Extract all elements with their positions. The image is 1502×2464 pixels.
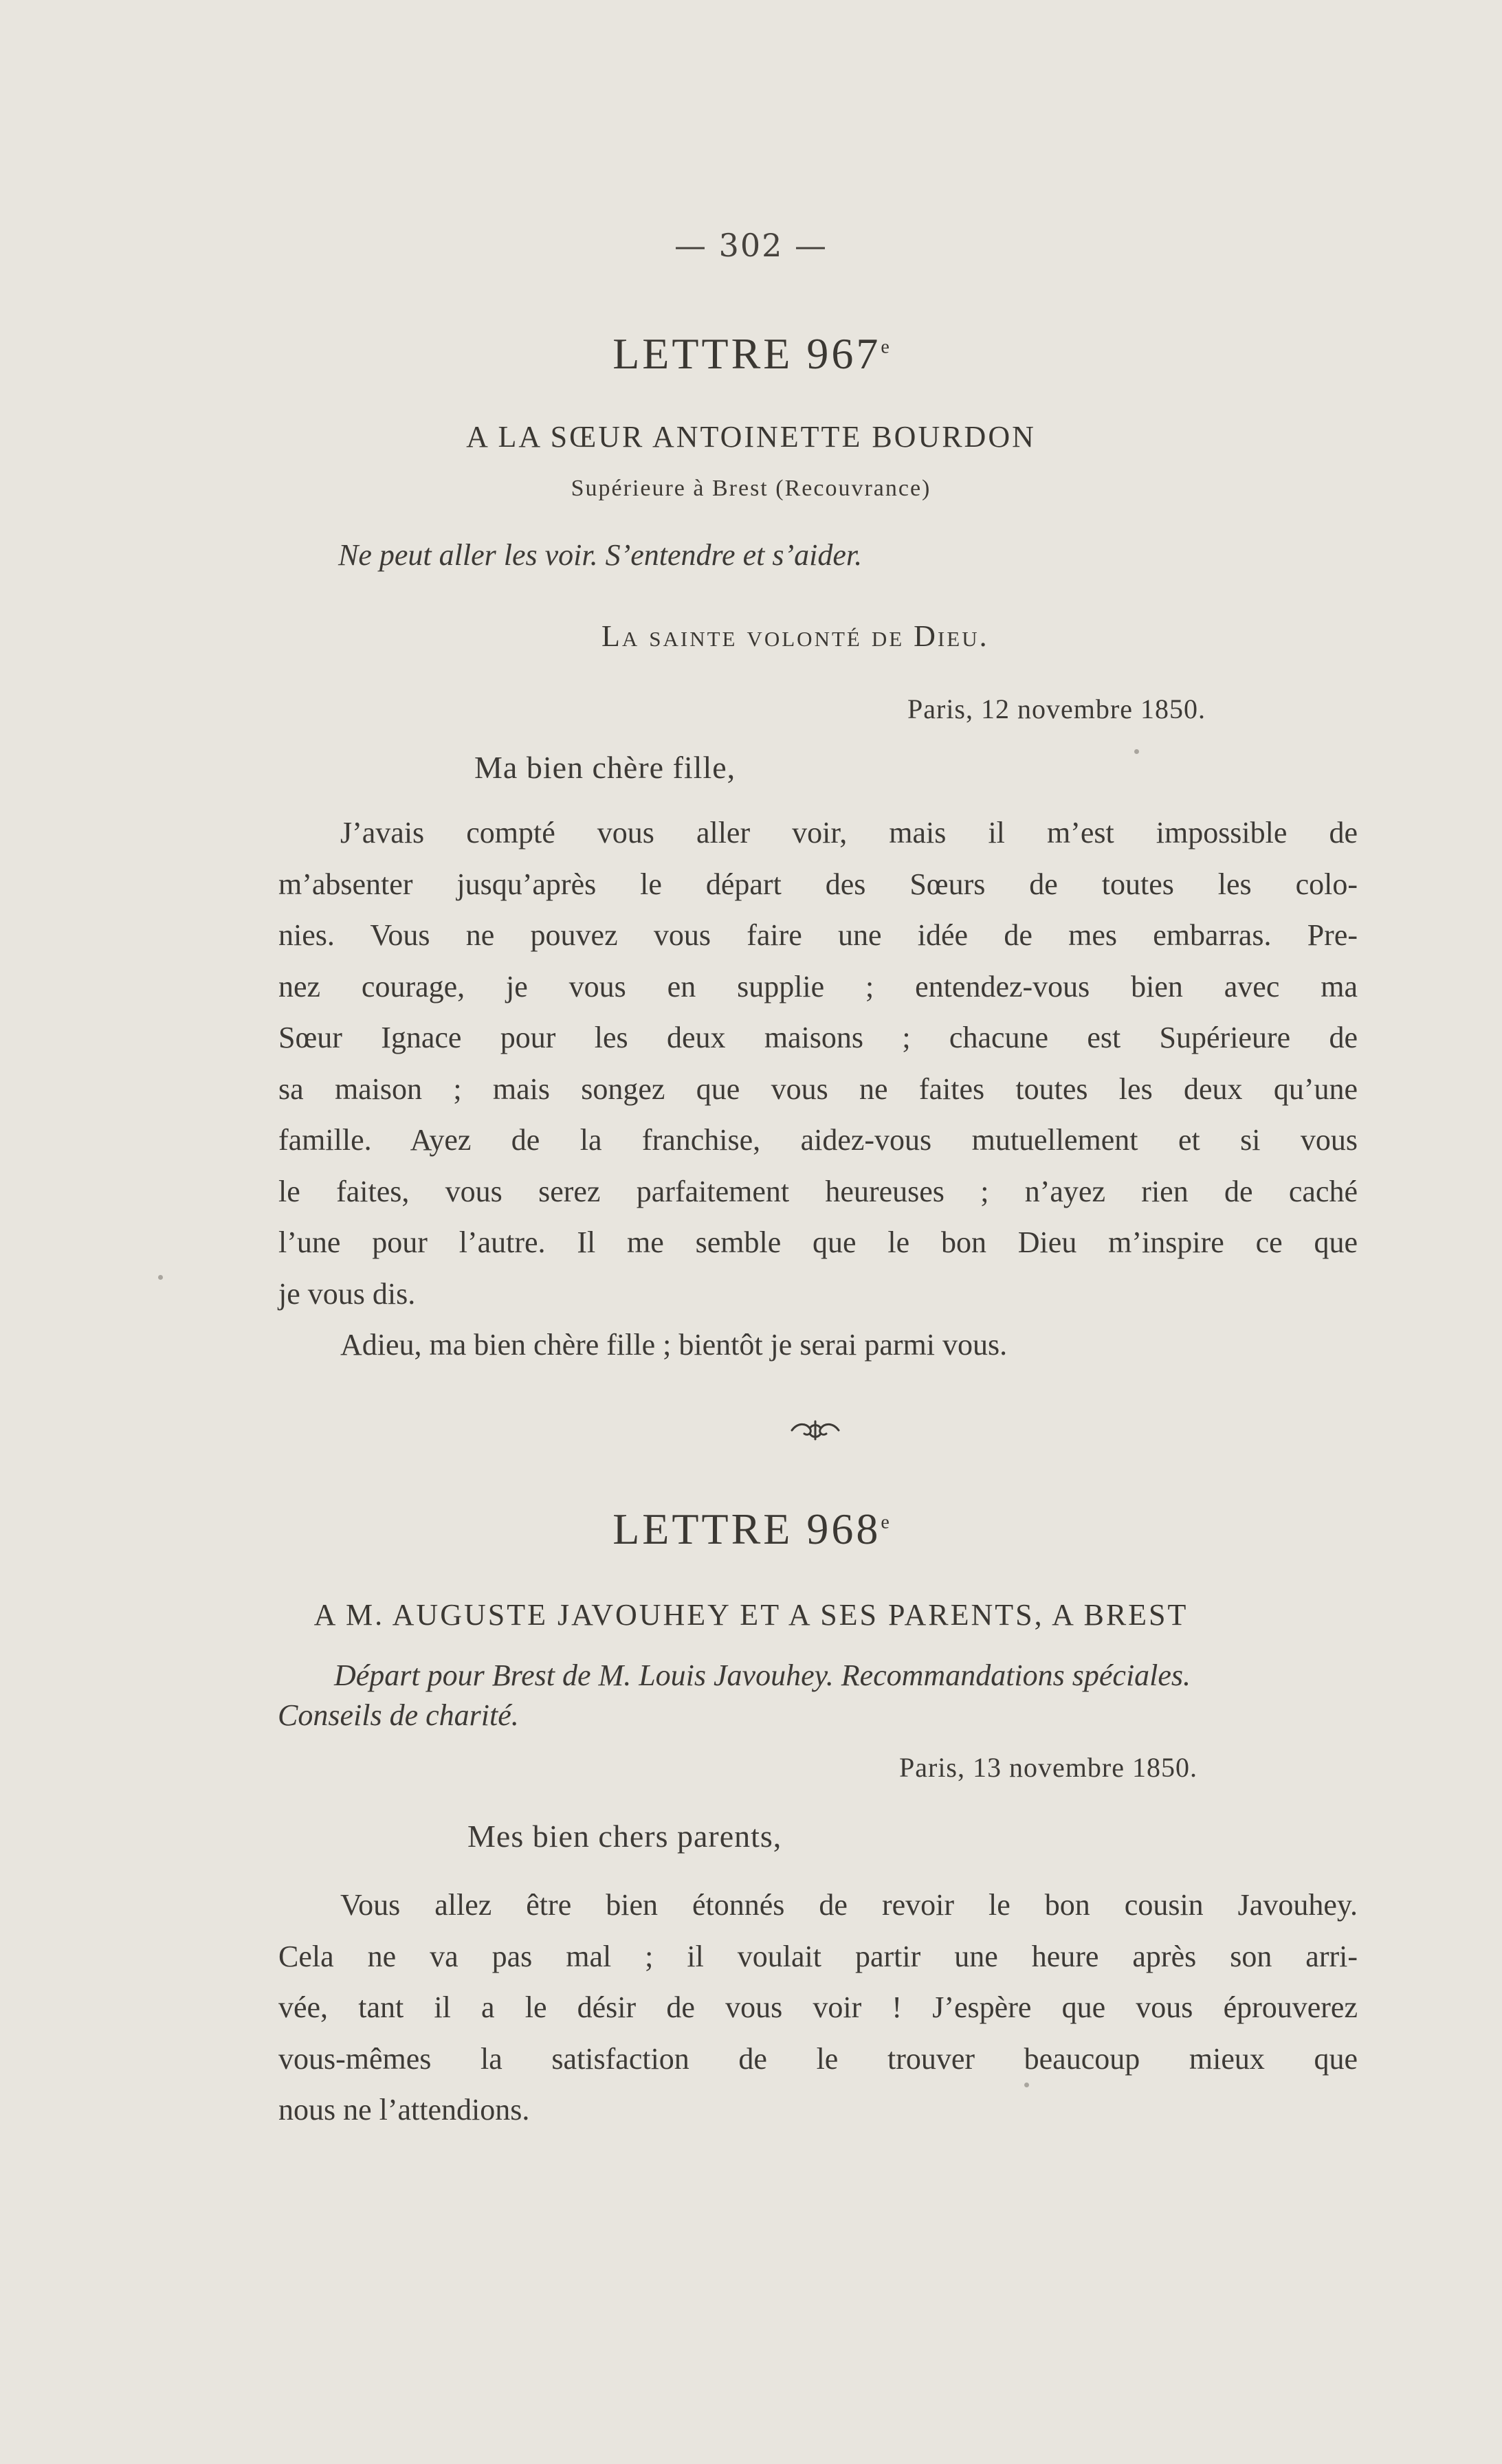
fleuron-ornament-icon [789, 1419, 841, 1442]
letter-title [0, 329, 1502, 379]
letter-closing: Adieu, ma bien chère fille ; bientôt je serai parmi vous. [340, 1328, 1008, 1362]
body-line: J’avais compté vous aller voir, mais il m’est impossible de [340, 816, 1358, 850]
letter-summary-line: Conseils de charité. [278, 1698, 519, 1732]
letter-recipient: A M. AUGUSTE JAVOUHEY ET A SES PARENTS, A BREST [313, 1598, 1189, 1632]
body-line: nous ne l’attendions. [278, 2093, 530, 2127]
letter-dateline: Paris, 12 novembre 1850. [907, 693, 1206, 724]
letter-title-superscript: e [881, 1511, 890, 1533]
recipient-subtitle: Supérieure à Brest (Recouvrance) [571, 476, 931, 501]
letter-title-superscript: e [881, 336, 890, 358]
body-line: Vous allez être bien étonnés de revoir le bon cousin Javouhey. [340, 1888, 1358, 1922]
body-line: famille. Ayez de la franchise, aidez-vous mutuellement et si vous [278, 1123, 1358, 1157]
scan-speck [1024, 2083, 1029, 2087]
letter-motto: La sainte volonté de Dieu. [601, 619, 989, 653]
letter-body [278, 808, 1358, 1371]
body-line: l’une pour l’autre. Il me semble que le bon Dieu m’inspire ce que [278, 1225, 1358, 1259]
body-line: Cela ne va pas mal ; il voulait partir une heure après son arri- [278, 1939, 1358, 1973]
body-line: m’absenter jusqu’après le départ des Sœurs de toutes les colo- [278, 867, 1358, 901]
body-line: Sœur Ignace pour les deux maisons ; chacune est Supérieure de [278, 1021, 1358, 1054]
letter-salutation: Ma bien chère fille, [474, 750, 736, 785]
letter-summary: Ne peut aller les voir. S’entendre et s’aider. [338, 538, 863, 572]
letter-title-text: LETTRE 967 [612, 329, 881, 378]
scan-speck [158, 1275, 163, 1280]
scan-speck [1134, 749, 1139, 754]
body-line: je vous dis. [278, 1276, 416, 1311]
letter-dateline: Paris, 13 novembre 1850. [899, 1752, 1197, 1783]
body-line: nez courage, je vous en supplie ; entendez-vous bien avec ma [278, 969, 1358, 1003]
body-line: sa maison ; mais songez que vous ne faites toutes les deux qu’une [278, 1072, 1358, 1106]
letter-salutation: Mes bien chers parents, [467, 1819, 782, 1854]
page-number: — 302 — [674, 227, 828, 264]
body-line: vée, tant il a le désir de vous voir ! J’espère que vous éprouverez [278, 1990, 1358, 2024]
body-line: nies. Vous ne pouvez vous faire une idée de mes embarras. Pre- [278, 918, 1358, 952]
letter-body [278, 1880, 1358, 2136]
letter-summary-line: Départ pour Brest de M. Louis Javouhey. Recommandations spéciales. [334, 1658, 1191, 1692]
body-line: vous-mêmes la satisfaction de le trouver beaucoup mieux que [278, 2041, 1358, 2076]
letter-title [0, 1504, 1502, 1555]
letter-recipient: A LA SŒUR ANTOINETTE BOURDON [466, 420, 1036, 454]
letter-title-text: LETTRE 968 [612, 1505, 881, 1553]
body-line: le faites, vous serez parfaitement heureuses ; n’ayez rien de caché [278, 1174, 1358, 1208]
